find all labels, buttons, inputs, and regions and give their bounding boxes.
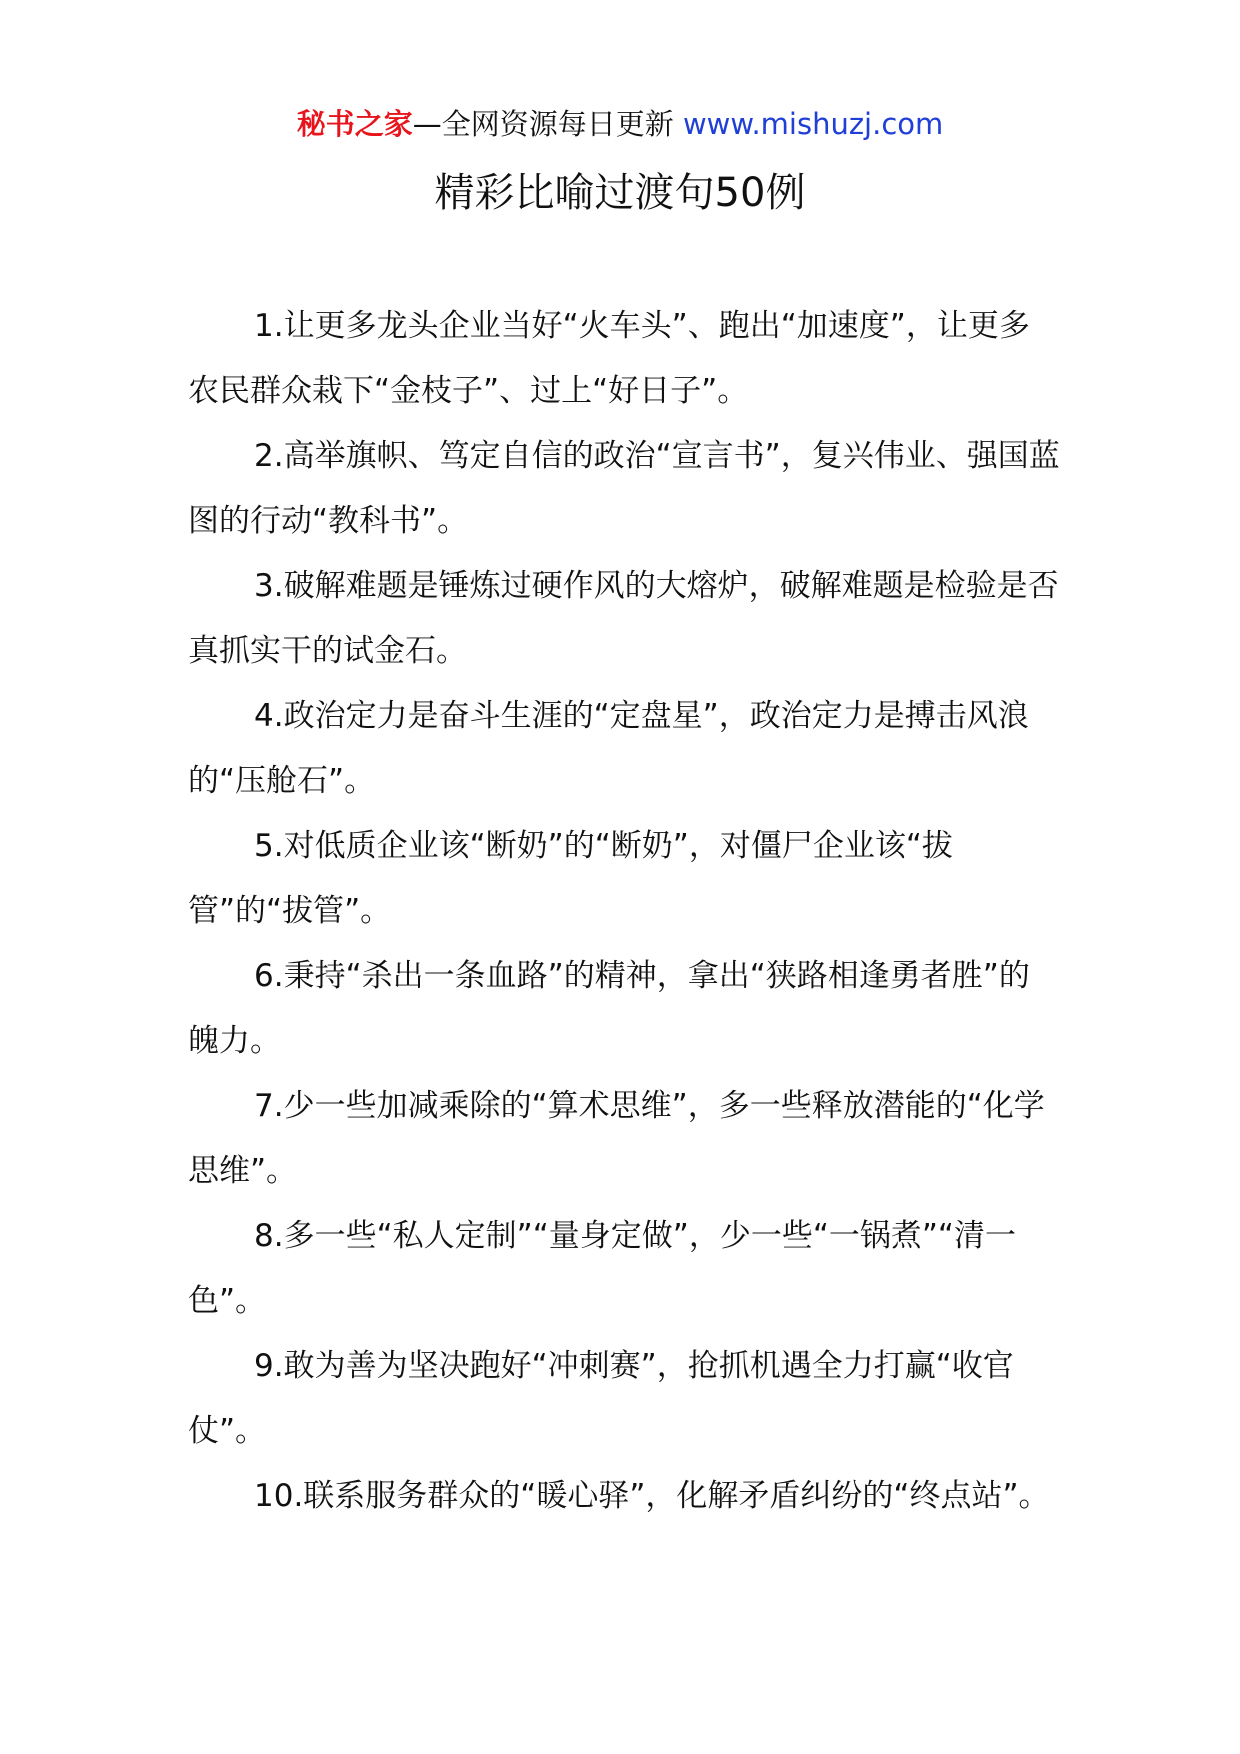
- list-item: 8.多一些“私人定制”“量身定做”，少一些“一锅煮”“清一色”。: [188, 1218, 1016, 1319]
- list-item: 3.破解难题是锤炼过硬作风的大熔炉，破解难题是检验是否真抓实干的试金石。: [188, 568, 1059, 669]
- document-body: [188, 294, 1060, 1529]
- list-item: 6.秉持“杀出一条血路”的精神，拿出“狭路相逢勇者胜”的魄力。: [188, 958, 1030, 1059]
- list-item: 10.联系服务群众的“暖心驿”，化解矛盾纠纷的“终点站”。: [254, 1478, 1050, 1514]
- document-title: 精彩比喻过渡句50例: [434, 170, 806, 216]
- list-item: 5.对低质企业该“断奶”的“断奶”，对僵尸企业该“拔管”的“拔管”。: [188, 828, 953, 929]
- site-tagline: —全网资源每日更新: [412, 107, 683, 141]
- list-item: 2.高举旗帜、笃定自信的政治“宣言书”，复兴伟业、强国蓝图的行动“教科书”。: [188, 438, 1060, 539]
- list-item: 4.政治定力是奋斗生涯的“定盘星”，政治定力是搏击风浪的“压舱石”。: [188, 698, 1029, 799]
- site-header: [0, 104, 1240, 144]
- list-item: 9.敢为善为坚决跑好“冲刺赛”，抢抓机遇全力打赢“收官仗”。: [188, 1348, 1014, 1449]
- site-url-link[interactable]: www.mishuzj.com: [682, 107, 944, 141]
- site-brand: 秘书之家: [296, 107, 413, 141]
- list-item: 7.少一些加减乘除的“算术思维”，多一些释放潜能的“化学思维”。: [188, 1088, 1045, 1189]
- list-item: 1.让更多龙头企业当好“火车头”、跑出“加速度”，让更多农民群众栽下“金枝子”、过上“好日子”。: [188, 308, 1030, 409]
